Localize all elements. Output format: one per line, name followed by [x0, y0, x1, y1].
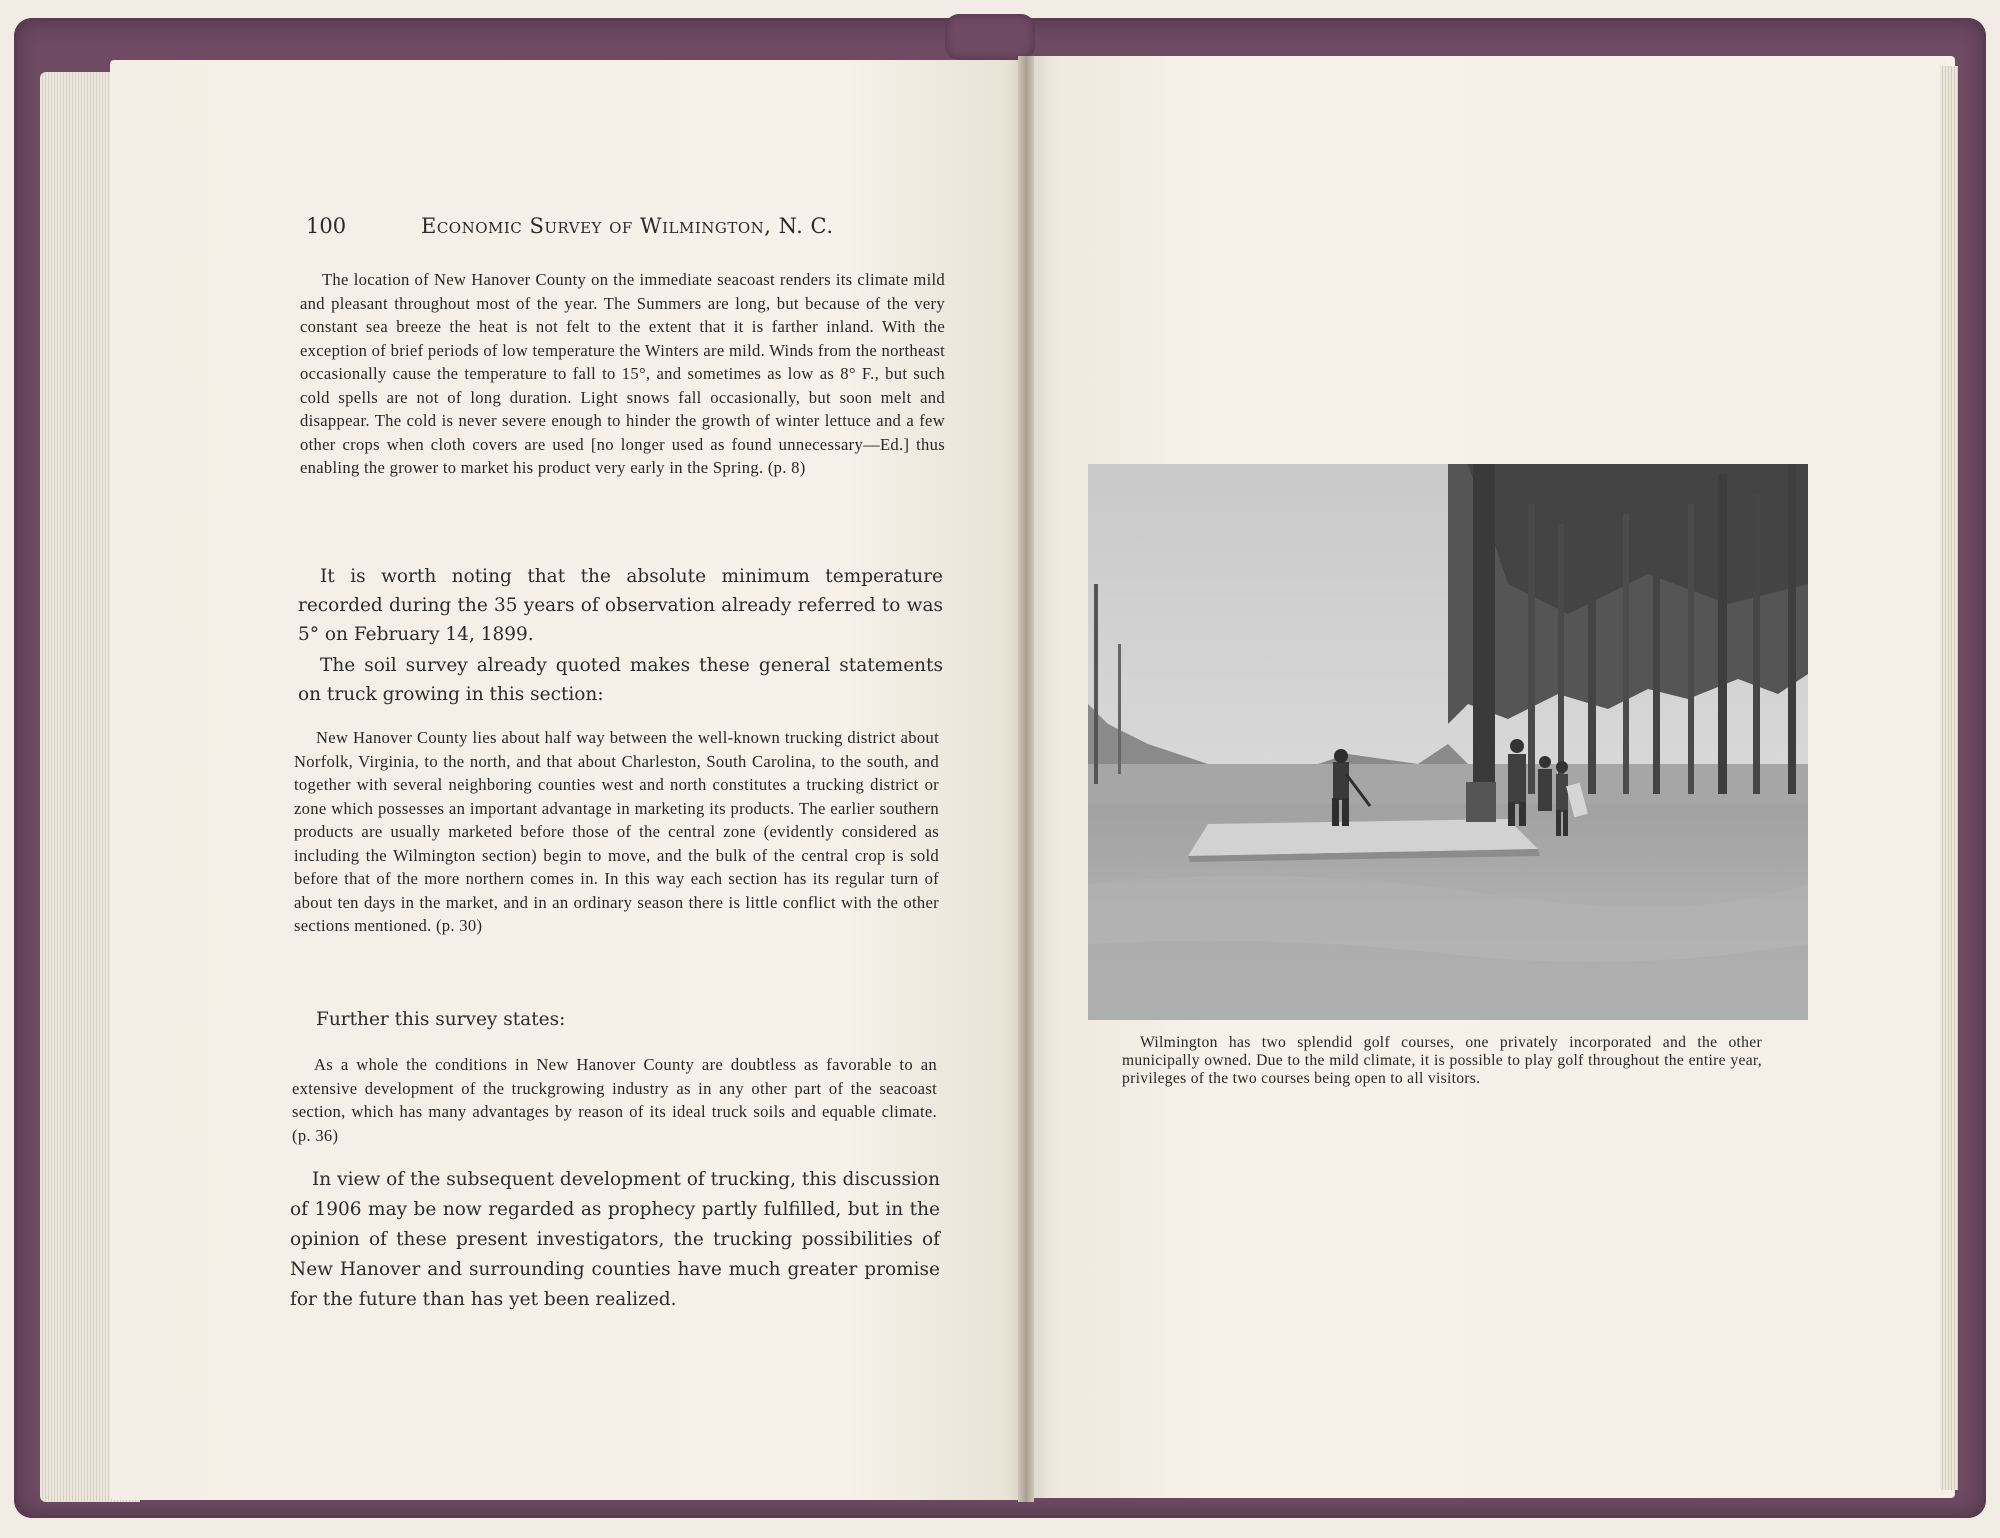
running-title: Economic Survey of Wilmington, N. C.: [421, 214, 834, 238]
running-head: [306, 214, 876, 238]
conditions-quote: As a whole the conditions in New Hanover County are doubtless as favorable to an extensive development of the truckgrowing industry as in any other part of the seacoast section, which has many advantages by reason of its ideal truck soils and equable climate. (p. 36): [292, 1055, 937, 1145]
right-page-edges: [1940, 66, 1958, 1490]
page-number: 100: [306, 214, 347, 238]
minimum-temperature-paragraph: It is worth noting that the absolute minimum temperature recorded during the 35 years of observation already referred to was 5° on February 14, 1899.: [298, 566, 943, 645]
trucking-district-quote: New Hanover County lies about half way between the well-known trucking district about Norfolk, Virginia, to the north, and that about Charleston, South Carolina, to the south, and together with several neighboring counties west and north constitutes a trucking district or zone which possesses an important advantage in marketing its products. The earlier southern products are usually marketed before those of the central zone (evidently considered as including the Wilmington section) begin to move, and the bulk of the central crop is sold before that of the more northern comes in. In this way each section has its regular turn of about ten days in the market, and in an ordinary season there is little conflict with the other sections mentioned. (p. 30): [294, 728, 939, 935]
book-spine: [945, 14, 1035, 60]
prophecy-paragraph: In view of the subsequent development of trucking, this discussion of 1906 may be now regarded as prophecy partly fulfilled, but in the opinion of these present investigators, the trucking possibilities of New Hanover and surrounding counties have much greater promise for the future than has yet been realized.: [290, 1169, 940, 1310]
further-survey-paragraph: Further this survey states:: [316, 1009, 566, 1030]
soil-survey-paragraph: The soil survey already quoted makes these general statements on truck growing in this section:: [298, 655, 943, 705]
photo-caption: Wilmington has two splendid golf courses, one privately incorporated and the other municipally owned. Due to the mild climate, it is possible to play golf throughout the entire year, privileges of the two courses being open to all visitors.: [1122, 1034, 1762, 1087]
golf-course-photo-drawing: [1088, 464, 1808, 1020]
golf-course-photo: [1088, 464, 1808, 1020]
climate-quote: The location of New Hanover County on the immediate seacoast renders its climate mild and pleasant throughout most of the year. The Summers are long, but because of the very constant sea breeze the heat is not felt to the extent that it is farther inland. With the exception of brief periods of low temperature the Winters are mild. Winds from the northeast occasionally cause the temperature to fall to 15°, and sometimes as low as 8° F., but such cold spells are not of long duration. Light snows fall occasionally, but soon melt and disappear. The cold is never severe enough to hinder the growth of winter lettuce and a few other crops when cloth covers are used [no longer used as found unnecessary—Ed.] thus enabling the grower to market his product very early in the Spring. (p. 8): [300, 270, 945, 477]
book-gutter: [1018, 56, 1034, 1502]
